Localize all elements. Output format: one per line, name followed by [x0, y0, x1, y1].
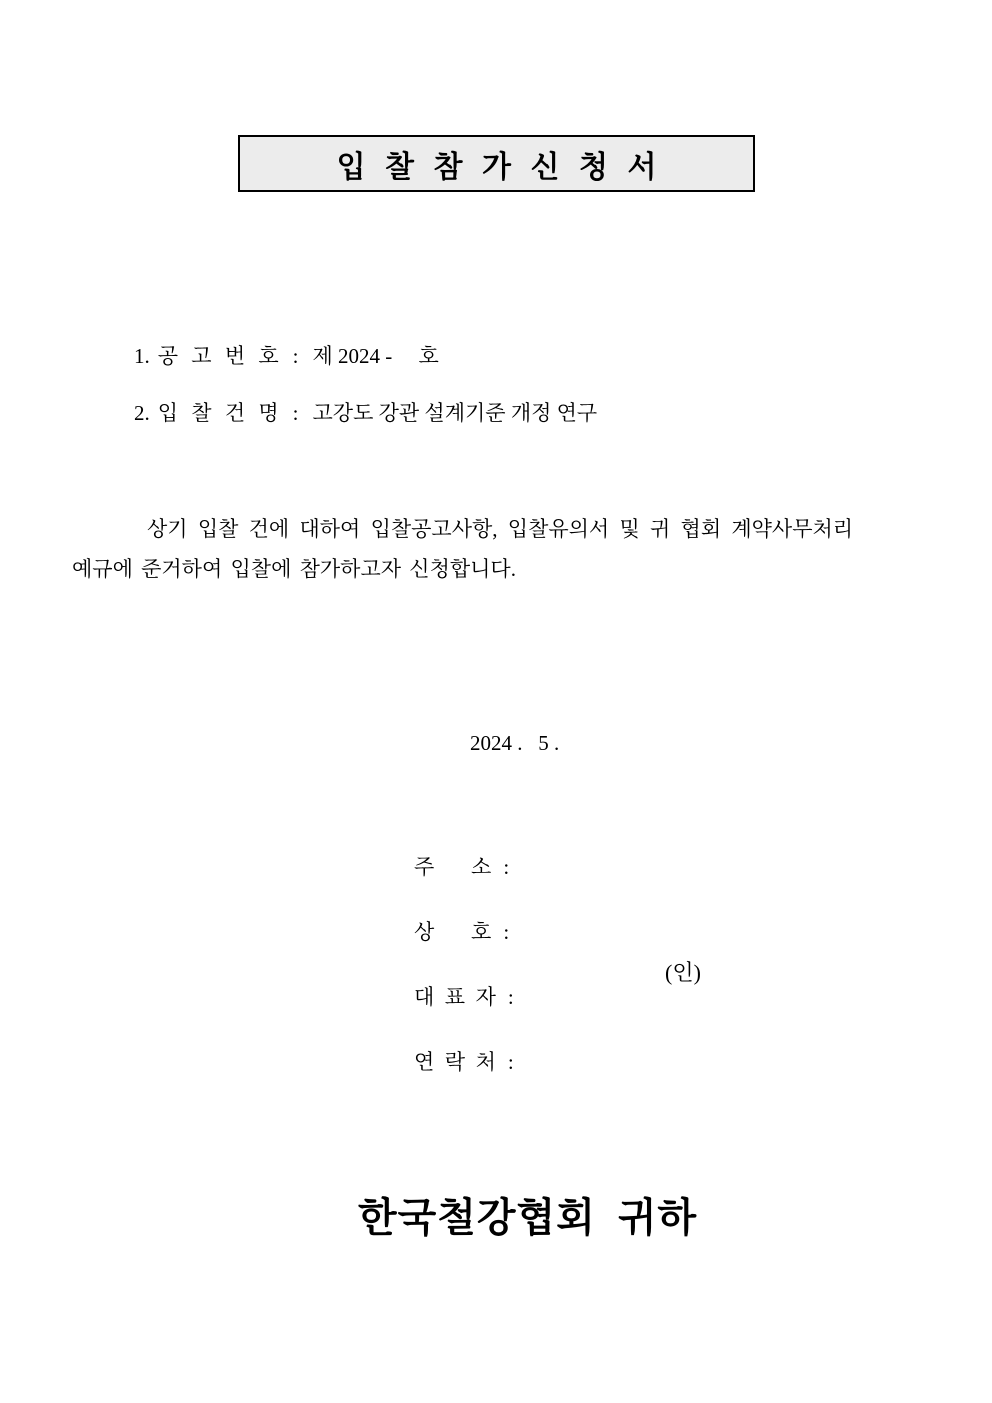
body-paragraph-line-1: 상기 입찰 건에 대하여 입찰공고사항, 입찰유의서 및 귀 협회 계약사무처리	[147, 517, 854, 541]
field-label: 대 표 자	[414, 985, 496, 1009]
contact-field-row	[393, 1023, 514, 1101]
page-title: 입 찰 참 가 신 청 서	[336, 150, 663, 184]
field-label: 연 락 처	[414, 1050, 496, 1074]
field-colon: :	[507, 1050, 514, 1074]
item-colon: :	[292, 344, 299, 368]
field-label: 주 소	[414, 855, 492, 879]
title-box	[238, 135, 755, 192]
body-paragraph-line-2: 예규에 준거하여 입찰에 참가하고자 신청합니다.	[72, 557, 516, 581]
field-colon: :	[507, 985, 514, 1009]
item-colon: :	[292, 401, 299, 425]
item-label: 입 찰 건 명	[157, 401, 283, 425]
bid-title-item	[113, 374, 597, 452]
item-value: 고강도 강관 설계기준 개정 연구	[312, 401, 598, 425]
seal-mark: (인)	[665, 960, 701, 985]
field-colon: :	[503, 920, 510, 944]
field-label: 상 호	[414, 920, 492, 944]
item-label: 공 고 번 호	[157, 344, 283, 368]
recipient-line: 한국철강협회 귀하	[358, 1195, 698, 1240]
item-number: 2.	[134, 401, 150, 425]
item-number: 1.	[134, 344, 150, 368]
date-line: 2024 . 5 .	[470, 731, 560, 755]
item-value: 제 2024 - 호	[312, 344, 439, 368]
field-colon: :	[503, 855, 510, 879]
